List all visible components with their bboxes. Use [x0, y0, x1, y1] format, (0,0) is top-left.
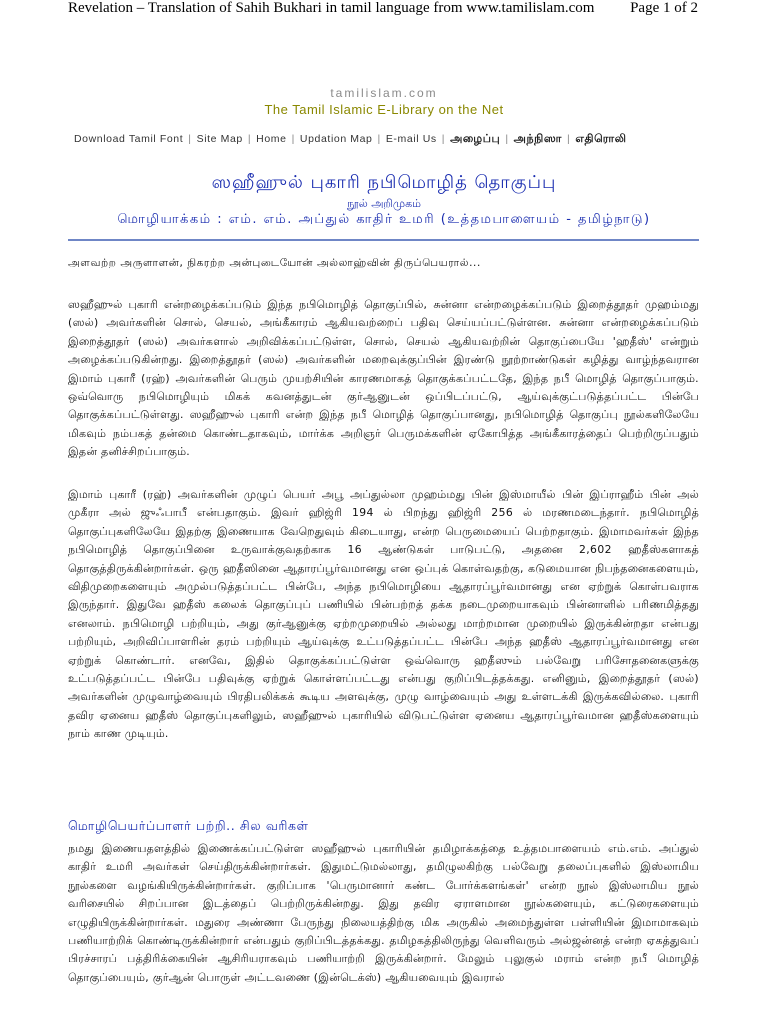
intro-paragraph: ஸஹீஹுல் புகாரி என்றழைக்கப்படும் இந்த நபிமொழித் தொகுப்பில், சுன்னா என்றழைக்கப்படும் இறைத்தூதர் முஹம்மது (ஸல்) அவர்களின் சொல், செயல், அங்கீகாரம் ஆகியவற்றைப் பதிவு செய்யப்பட்டுள்ளன. சுன்னா என்றழைக்கப்படும் இறைத்தூதர் (ஸல்) அவர்களால் அறிவிக்கப்பட்டுள்ள, சொல், செயல் ஆகியவற்றின் தொகுப்பையே 'ஹதீஸ்' என்றும் அழைக்கப்படுகின்றது. இறைத்தூதர் (ஸல்) அவர்களின் மறைவுக்குப்பின் இரண்டு நூற்றாண்டுகள் கழித்து வாழ்ந்தவரான இமாம் புகாரீ (ரஹ்) அவர்களின் பெரும் முயற்சியின் காரணமாகத் தொகுக்கப்பட்டதே, இந்த நபீ மொழித் தொகுப்பாகும். ஒவ்வொரு நபிமொழியும் மிகக் கவனத்துடன் குர்ஆனுடன் ஒப்பிடப்பட்டு, ஆய்வுக்குட்படுத்தப்பட்ட பின்பே தொகுக்கப்பட்டுள்ளது. ஸஹீஹுல் புகாரி என்ற இந்த நபீ மொழித் தொகுப்பானது, நபிமொழித் தொகுப்பு நூல்களிலேயே மிகவும் நம்பகத் தன்மை கொண்டதாகவும், மார்க்க அறிஞர் பெருமக்களின் ஏகோபித்த அங்கீகாரத்தைப் பெற்றிருப்பதும் இதன் தனிச்சிறப்பாகும்.	[68, 298, 699, 459]
invocation-text: அளவற்ற அருளாளன், நிகரற்ற அன்புடையோன் அல்லாஹ்வின் திருப்பெயரால்...	[68, 257, 481, 269]
site-name[interactable]: tamilislam.com	[330, 86, 438, 100]
page-title: ஸஹீஹுல் புகாரி நபிமொழித் தொகுப்பு	[211, 172, 557, 193]
nav-separator: |	[188, 133, 192, 145]
nav-annisa[interactable]: அந்நிஸா	[513, 132, 563, 145]
nav-separator: |	[247, 133, 252, 145]
nav-home[interactable]: Home	[256, 133, 287, 145]
nav-updation-map[interactable]: Updation Map	[299, 133, 373, 145]
divider	[68, 239, 699, 241]
nav-separator: |	[291, 133, 295, 145]
nav-separator: |	[377, 133, 381, 145]
nav-separator: |	[567, 133, 571, 145]
nav-ethiroli[interactable]: எதிரொலி	[575, 132, 627, 145]
nav-azhaippu[interactable]: அழைப்பு	[450, 132, 501, 145]
imam-bukhari-paragraph: இமாம் புகாரீ (ரஹ்) அவர்களின் முழுப் பெயர் அபூ அப்துல்லா முஹம்மது பின் இஸ்மாயீல் பின் இப்ராஹீம் பின் அல் முகீரா அல் ஜுஃபாபீ என்பதாகும். இவர் ஹிஜ்ரி 194 ல் பிறந்து ஹிஜ்ரி 256 ல் மரணமடைந்தார். நபிமொழித் தொகுப்புகளிலேயே இதற்கு இணையாக வேறெதுவும் கிடையாது, என்ற பெருமையைப் பெற்றதாகும். இமாமவர்கள் இந்த நபிமொழித் தொகுப்பினை உருவாக்குவதற்காக 16 ஆண்டுகள் பாடுபட்டு, அதனை 2,602 ஹதீஸ்களாகத் தொகுத்திருக்கின்றார்கள். ஒரு ஹதீஸினை ஆதாரப்பூர்வமானது என ஒப்புக் கொள்வதற்கு, கடுமையான நிபந்தனைகளையும், விதிமுறைகளையும் அமுல்படுத்தப்பட்ட பின்பே, அந்த நபிமொழியை ஆதாரப்பூர்வமானது என ஏற்றுக் கொள்பவராக இருந்தார். இதுவே ஹதீஸ் கலைக் தொகுப்புப் பணியில் பின்பற்றத் தக்க நடைமுறையாகவும் பின்னாளில் பரிணமித்தது எனலாம். நபிமொழி பற்றியும், அது குர்ஆனுக்கு ஏற்றமுறையில் அல்லது மாற்றமான முறையில் இருக்கின்றதா என்பது பற்றியும், அறிவிப்பாளரின் தரம் பற்றியும் ஆய்வுக்கு உட்படுத்தப்பட்ட பின்பே அந்த ஹதீஸ் ஆதாரப்பூர்வமானது என ஏற்றுக் கொண்டார். எனவே, இதில் தொகுக்கப்பட்டுள்ள ஒவ்வொரு ஹதீஸும் பல்வேறு பரிசோதனைகளுக்கு உட்படுத்தப்பட்ட பின்பே பதிவுக்கு ஏற்றுக் கொள்ளப்பட்டது என்பது குறிப்பிடத்தக்கது. எனினும், இறைத்தூதர் (ஸல்) அவர்களின் முழுவாழ்வையும் பிரதிபலிக்கக் கூடிய அளவுக்கு, முழு வாழ்வையும் அது உள்ளடக்கி இருக்கவில்லை. புகாரி தவிர ஏனைய ஹதீஸ் தொகுப்புகளிலும், ஸஹீஹுல் புகாரியில் விடுபட்டுள்ள ஏனைய ஆதாரப்பூர்வமான ஹதீஸ்களையும் நாம் காண முடியும்.	[68, 488, 699, 741]
nav-site-map[interactable]: Site Map	[196, 133, 243, 145]
nav-download-tamil-font[interactable]: Download Tamil Font	[74, 133, 184, 145]
translator-paragraph: நமது இணையதளத்தில் இணைக்கப்பட்டுள்ள ஸஹீஹுல் புகாரியின் தமிழாக்கத்தை உத்தமபாளையம் எம்.எம். அப்துல் காதிர் உமரி அவர்கள் செய்திருக்கின்றார்கள். இதுமட்டுமல்லாது, தமிழுலகிற்கு பல்வேறு தலைப்புகளில் இஸ்லாமிய நூல்களை வழங்கியிருக்கின்றார்கள். குறிப்பாக 'பெருமானார் கண்ட போர்க்களங்கள்' என்ற நூல் இஸ்லாமிய நூல் வரிசையில் சிறப்பான இடத்தைப் பெற்றிருக்கின்றது. இது தவிர ஏராளமான நூல்களையும், கட்டுரைகளையும் எழுதியிருக்கின்றார்கள். மதுரை அண்ணா பேருந்து நிலையத்திற்கு மிக அருகில் அமைந்துள்ள பள்ளியின் இமாமாகவும் பணியாற்றிக் கொண்டிருக்கின்றார் என்பதும் குறிப்பிடத்தக்கது. தமிழகத்திலிருந்து வெளிவரும் அல்ஜன்னத் என்ற ஏகத்துவப் பிரச்சாரப் பத்திரிக்கையின் ஆசிரியராகவும் பணியாற்றி இருக்கின்றார். மேலும் புலுகுல் மராம் என்ற நபீ மொழித் தொகுப்பையும், குர்ஆன் பொருள் அட்டவணை (இன்டெக்ஸ்) ஆகியவையும் இவரால்	[68, 842, 699, 984]
nav-email-us[interactable]: E-mail Us	[385, 133, 437, 145]
print-header-title: Revelation – Translation of Sahih Bukhari in tamil language from www.tamilislam.com	[68, 0, 595, 16]
site-tagline: The Tamil Islamic E-Library on the Net	[264, 102, 504, 117]
nav-separator: |	[505, 133, 509, 145]
page-subtitle: நூல் அறிமுகம்	[347, 197, 421, 210]
nav-separator: |	[441, 133, 446, 145]
top-navigation	[74, 132, 627, 147]
print-header	[0, 0, 768, 24]
translator-section-heading: மொழிபெயர்ப்பாளர் பற்றி.. சில வரிகள்	[68, 818, 309, 833]
translator-line: மொழியாக்கம் : எம். எம். அப்துல் காதிர் உமரி (உத்தமபாளையம் - தமிழ்நாடு)	[117, 212, 651, 227]
page-number: Page 1 of 2	[630, 0, 698, 16]
